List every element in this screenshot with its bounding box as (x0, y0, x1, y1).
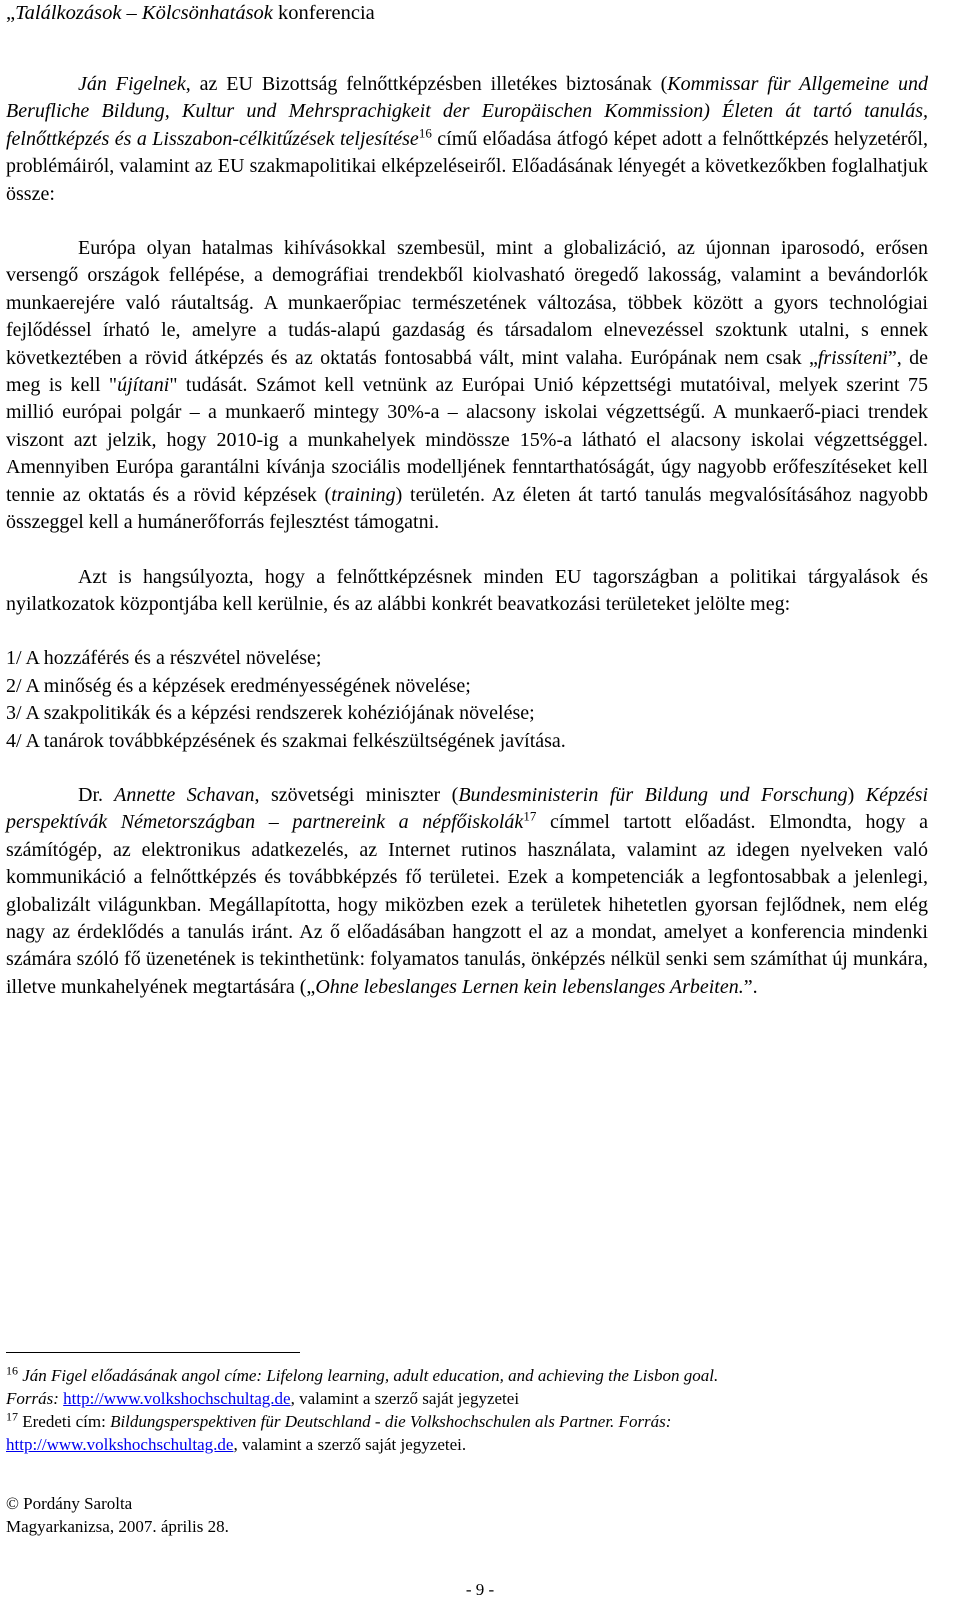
para4-text-2: ) (847, 783, 866, 806)
list-item-1: 1/ A hozzáférés és a részvétel növelése; (6, 647, 322, 670)
footnote-16-text: Ján Figel előadásának angol címe: Lifelong learning, adult education, and achieving the Lisbon goal. (18, 1366, 719, 1385)
signature (6, 1492, 229, 1538)
footnote-16-forras: Forrás: (6, 1389, 64, 1408)
para2-text-2: ”, de meg is kell " (6, 346, 928, 397)
para2-text-1: Európa olyan hatalmas kihívásokkal szembesül, mint a globalizáció, az újonnan iparosodó, erősen versengő országok fellépése, a demográfiai trendekből kiolvasható öregedő lakosság, valamint a bevándorlók munkaerejére való ráutaltság. A munkaerőpiac természetének változása, többek között a gyors technológiai fejlődéssel írható le, amelyre a tudás-alapú gazdaság és társadalom elnevezéssel szoktunk utalni, s ennek következtében a rövid átképzés és az oktatás fontosabbá vált, mint valaha. Európának nem csak (6, 237, 928, 369)
paragraph-europe (6, 235, 928, 536)
footnote-separator (6, 1352, 300, 1353)
footnote-16 (6, 1364, 928, 1387)
footnote-ref-16: 16 (418, 125, 432, 141)
footnote-16-source (6, 1387, 928, 1410)
footnotes (6, 1364, 928, 1456)
main-text (6, 71, 928, 1001)
paragraph-priorities: Azt is hangsúlyozta, hogy a felnőttképzésnek minden EU tagországban a politikai tárgyalások és nyilatkozatok központjába kell kerülnie, és az alábbi konkrét beavatkozási területeket jelölte meg: (6, 565, 928, 615)
list-item-2: 2/ A minőség és a képzések eredményességének növelése; (6, 674, 471, 697)
para2-quote-open: „ (808, 346, 818, 369)
quote-german: Ohne lebeslanges Lernen kein lebenslanges Arbeiten. (315, 975, 744, 998)
footnote-17-rest: , valamint a szerző saját jegyzetei. (233, 1435, 467, 1454)
para1-text-1: , az EU Bizottság felnőttképzésben illetékes biztosának ( (185, 73, 668, 95)
para1-text-2: című előadása átfogó képet adott a felnőttképzés helyzetéről, problémáiról, valamint az EU szakmapolitikai elképzeléseiről. Előadásának lényegét a következőkben foglalhatjuk össze: (6, 127, 928, 205)
talk-title-schavan: Képzési perspektívák Németországban – partnereink a népfőiskolák (6, 783, 928, 834)
footnote-ref-17: 17 (523, 808, 537, 824)
speaker-name-schavan: Annette Schavan (103, 783, 255, 806)
word-frissiteni: frissíteni (817, 346, 888, 369)
header-title-rest: konferencia (272, 2, 375, 24)
word-training: training (331, 483, 396, 506)
footnote-17 (6, 1410, 928, 1433)
speaker-name-figel: Ján Figelnek (78, 73, 186, 95)
footnote-16-rest: , valamint a szerző saját jegyzetei (290, 1389, 520, 1408)
para4-text-4: ”. (743, 975, 758, 998)
place-date-line: Magyarkanizsa, 2007. április 28. (6, 1517, 229, 1536)
page-header (6, 0, 375, 26)
footnote-16-link[interactable]: http://www.volkshochschultag.de (63, 1389, 291, 1408)
author-line: © Pordány Sarolta (6, 1494, 133, 1513)
para2-text-4: ) területén. Az életen át tartó tanulás megvalósításához nagyobb összeggel kell a humánerőforrás fejlesztést támogatni. (6, 483, 928, 534)
footnote-16-number: 16 (6, 1363, 18, 1378)
footnote-17-text: Eredeti cím: (18, 1412, 111, 1431)
para4-quote-open: „ (306, 975, 316, 998)
paragraph-schavan (6, 782, 928, 1001)
footnote-17-title: Bildungsperspektiven für Deutschland - die Volkshochschulen als Partner. Forrás: (110, 1412, 672, 1431)
word-ujitani: újítani (117, 374, 170, 397)
header-quote: „ (6, 2, 16, 24)
list-item-4: 4/ A tanárok továbbképzésének és szakmai felkészültségének javítása. (6, 729, 566, 752)
footnote-17-source (6, 1433, 928, 1456)
page-number: - 9 - (465, 1580, 495, 1599)
paragraph-figel (6, 71, 928, 208)
list-item-3: 3/ A szakpolitikák és a képzési rendszerek kohéziójának növelése; (6, 702, 535, 725)
para4-text-3: címmel tartott előadást. Elmondta, hogy a számítógép, az elektronikus adatkezelés, az Internet rutinos használata, valamint az idegen nyelveken való kommunikáció a felnőttképzés és továbbképzés fő területei. Ezek a kompetenciák a legfontosabbak a jelenlegi, globalizált világunkban. Megállapította, hogy miközben ezek a területek hihetetlen gyorsan fejlődnek, nem elég nagy az érdeklődés a tanulás iránt. Az ő előadásában hangzott el az a mondat, amelyet a konferencia mindenki számára szóló fő üzenetének is tekinthetünk: folyamatos tanulás, önképzés nélkül senki sem számíthat új munkára, illetve munkahelyének megtartására ( (6, 811, 928, 998)
ministry-title: Bundesministerin für Bildung und Forschung (458, 783, 848, 806)
para4-text-1: , szövetségi miniszter ( (254, 783, 459, 806)
commission-title: Kommissar für Allgemeine und Berufliche Bildung, Kultur und Mehrsprachigkeit der Europäischen Kommission) Életen át tartó tanulás, felnőttképzés és a Lisszabon-célkitűzések teljesítése (6, 73, 928, 150)
para2-text-3: " tudását. Számot kell vetnünk az Európai Unió képzettségi mutatóival, melyek szerint 75 millió európai polgár – a munkaerő mintegy 30%-a – alacsony iskolai végzettségű. A munkaerő-piaci trendek viszont azt jelzik, hogy 2010-ig a munkahelyek mindössze 15%-a látható el alacsony iskolai végzettséggel. Amennyiben Európa garantálni kívánja szociális modelljének fenntarthatóságát, úgy nagyobb erőfeszítéseket kell tennie az oktatás és a rövid képzések ( (6, 374, 928, 506)
footnote-17-link[interactable]: http://www.volkshochschultag.de (6, 1435, 234, 1454)
header-title-italic: Találkozások – Kölcsönhatások (15, 2, 273, 24)
title-dr: Dr. (78, 783, 103, 806)
footnote-17-number: 17 (6, 1409, 18, 1424)
